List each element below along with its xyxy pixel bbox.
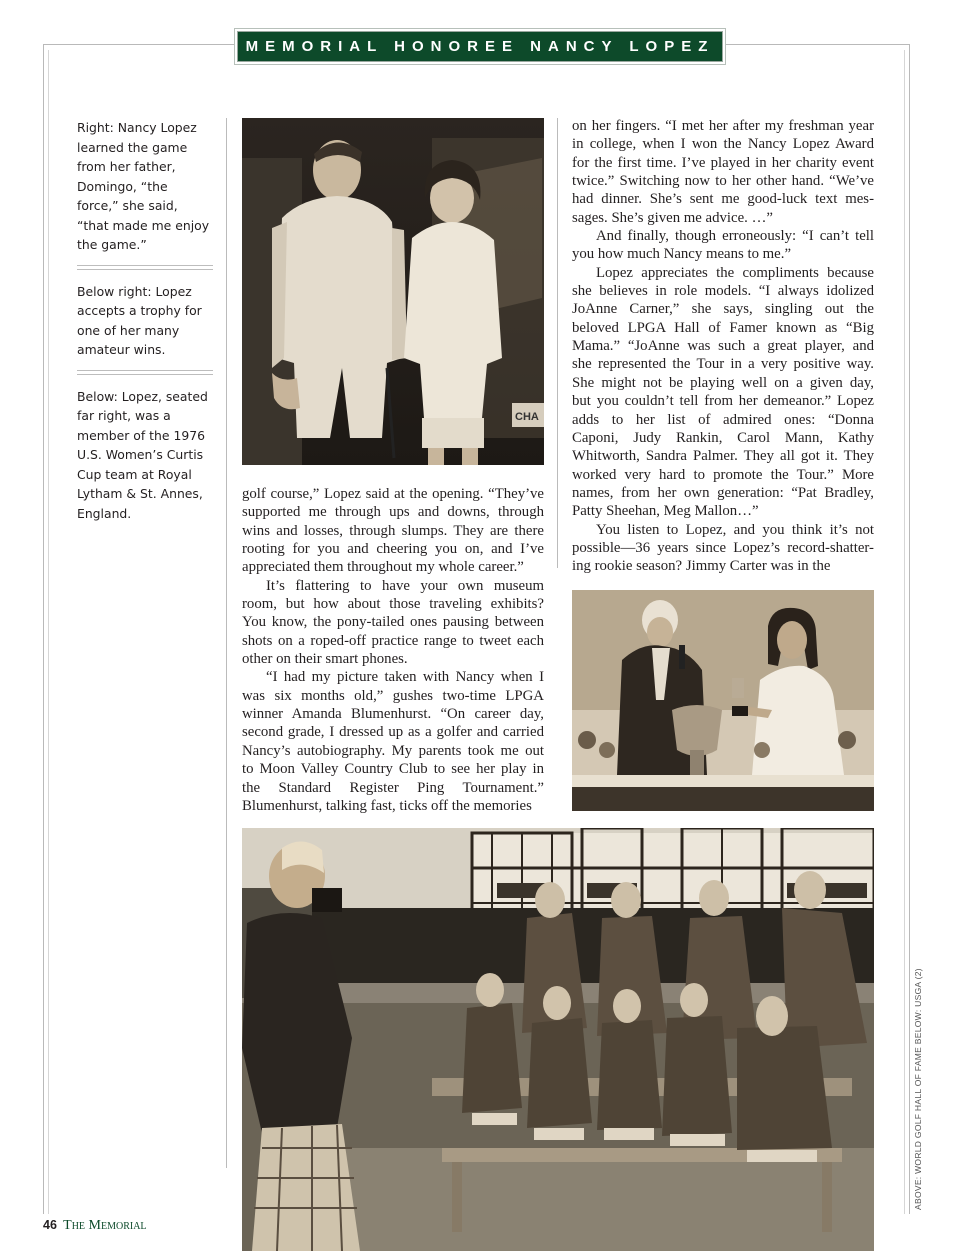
article-line: “I had my picture taken with Nancy when I <box>266 669 544 686</box>
article-line: second grade, I dressed up as a golfer and carried <box>242 724 544 741</box>
article-line: Blumenhurst, talking fast, ticks off the memories <box>242 797 532 814</box>
page-footer <box>43 1217 147 1234</box>
article-line: ing rookie season? Jimmy Carter was in the <box>572 558 831 575</box>
article-line: JoAnne Carner,” she says, singling out the <box>572 301 874 318</box>
article-line: sages. She’s given me advice. …” <box>572 209 773 226</box>
article-line: She might not be playing well on a given day, <box>572 374 874 391</box>
article-line: possible—36 years since Lopez’s record-shatter- <box>572 539 874 556</box>
article-line: Whitworth, Sandra Palmer. They all got it. They <box>572 448 874 465</box>
article-line: beloved LPGA Hall of Famer known as “Big <box>572 319 874 336</box>
article-line: Patty Sheehan, Meg Mallon…” <box>572 503 759 520</box>
article-line: supported me through ups and downs, through <box>242 504 544 521</box>
article-line: appreciated them throughout my whole career.” <box>242 559 524 576</box>
article-line: You know, the pony-tailed ones pausing between <box>242 614 544 631</box>
photo-curtis-cup-team <box>242 828 874 1251</box>
section-banner <box>237 31 723 62</box>
article-line: room, but how about those traveling exhibits? <box>242 596 544 613</box>
article-line: was six months old,” gushes two-time LPGA <box>242 687 544 704</box>
article-line: Caponi, Judy Rankin, Carol Mann, Kathy <box>572 429 874 446</box>
article-line: but you couldn’t tell from her demeanor.” Lopez <box>572 393 874 410</box>
article-line: wins and losses, through slumps. They are there <box>242 522 544 539</box>
article-line: the Standard Register Ping Tournament.” <box>242 779 544 796</box>
article-line: twice.” Switching now to her other hand. “We’ve <box>572 173 874 190</box>
article-line: you how much Nancy means to me.” <box>572 246 792 263</box>
article-line: had dinner. She’s sent me good-luck text mes- <box>572 191 874 208</box>
article-column-1 <box>242 485 544 815</box>
caption-divider <box>77 370 213 375</box>
article-line: she believes in role models. “I always idolized <box>572 283 874 300</box>
photo-credit: ABOVE: WORLD GOLF HALL OF FAME BELOW: USGA (2) <box>913 968 923 1210</box>
article-line: for the first time. I’ve played in her charity event <box>572 154 874 171</box>
caption-below-right: Below right: Lopez accepts a trophy for one of her many amateur wins. <box>77 283 202 357</box>
article-line: worked very hard to promote the Tour.” More <box>572 466 874 483</box>
page-number: 46 <box>43 1218 57 1232</box>
article-line: winner Amanda Blumenhurst. “On career day, <box>242 706 544 723</box>
article-line: Mama.” “JoAnne was such a great player, and <box>572 338 874 355</box>
column-rule <box>557 118 558 568</box>
article-line: Lopez appreciates the compliments because <box>596 264 874 281</box>
article-line: rooting for you and cheering you on, and I’ve <box>242 541 544 558</box>
page-frame-left <box>43 44 44 1214</box>
sign-text: CHA <box>515 411 539 423</box>
article-line: adds to her list of admired ones: “Donna <box>572 411 874 428</box>
article-line: names, from her own generation: “Pat Bradley, <box>572 484 874 501</box>
banner-title: MEMORIAL HONOREE NANCY LOPEZ <box>245 38 715 55</box>
column-rule <box>226 118 227 1168</box>
article-line: You listen to Lopez, and you think it’s not <box>596 521 874 538</box>
article-line: And finally, though erroneously: “I can’t tell <box>596 228 874 245</box>
page-frame-left-inner <box>48 50 49 1214</box>
article-line: she represented the Tour in a very positive way. <box>572 356 874 373</box>
photo-lopez-with-father <box>242 118 544 465</box>
article-column-2 <box>572 117 874 576</box>
article-line: to Moon Valley Country Club to see her play in <box>242 761 544 778</box>
page-frame-right-inner <box>904 50 905 1214</box>
article-line: golf course,” Lopez said at the opening. “They’ve <box>242 486 544 502</box>
caption-divider <box>77 265 213 270</box>
publication-name: The Memorial <box>63 1218 147 1233</box>
article-line: Nancy’s autobiography. My parents took me out <box>242 742 544 759</box>
photo-captions <box>77 118 213 533</box>
page-frame-right <box>909 44 910 1214</box>
caption-below: Below: Lopez, seated far right, was a member of the 1976 U.S. Women’s Curtis Cup team at Royal Lytham & St. Annes, England. <box>77 388 208 521</box>
article-line: shots on a roped-off practice range to tweet each <box>242 632 544 649</box>
article-line: on her fingers. “I met her after my freshman year <box>572 118 874 134</box>
article-line: in college, when I won the Nancy Lopez Award <box>572 136 874 153</box>
article-line: other on their smart phones. <box>242 651 408 668</box>
article-line: It’s flattering to have your own museum <box>266 577 544 594</box>
photo-trophy-presentation <box>572 590 874 811</box>
caption-right: Right: Nancy Lopez learned the game from her father, Domingo, “the force,” she said, “that made me enjoy the game.” <box>77 120 210 252</box>
